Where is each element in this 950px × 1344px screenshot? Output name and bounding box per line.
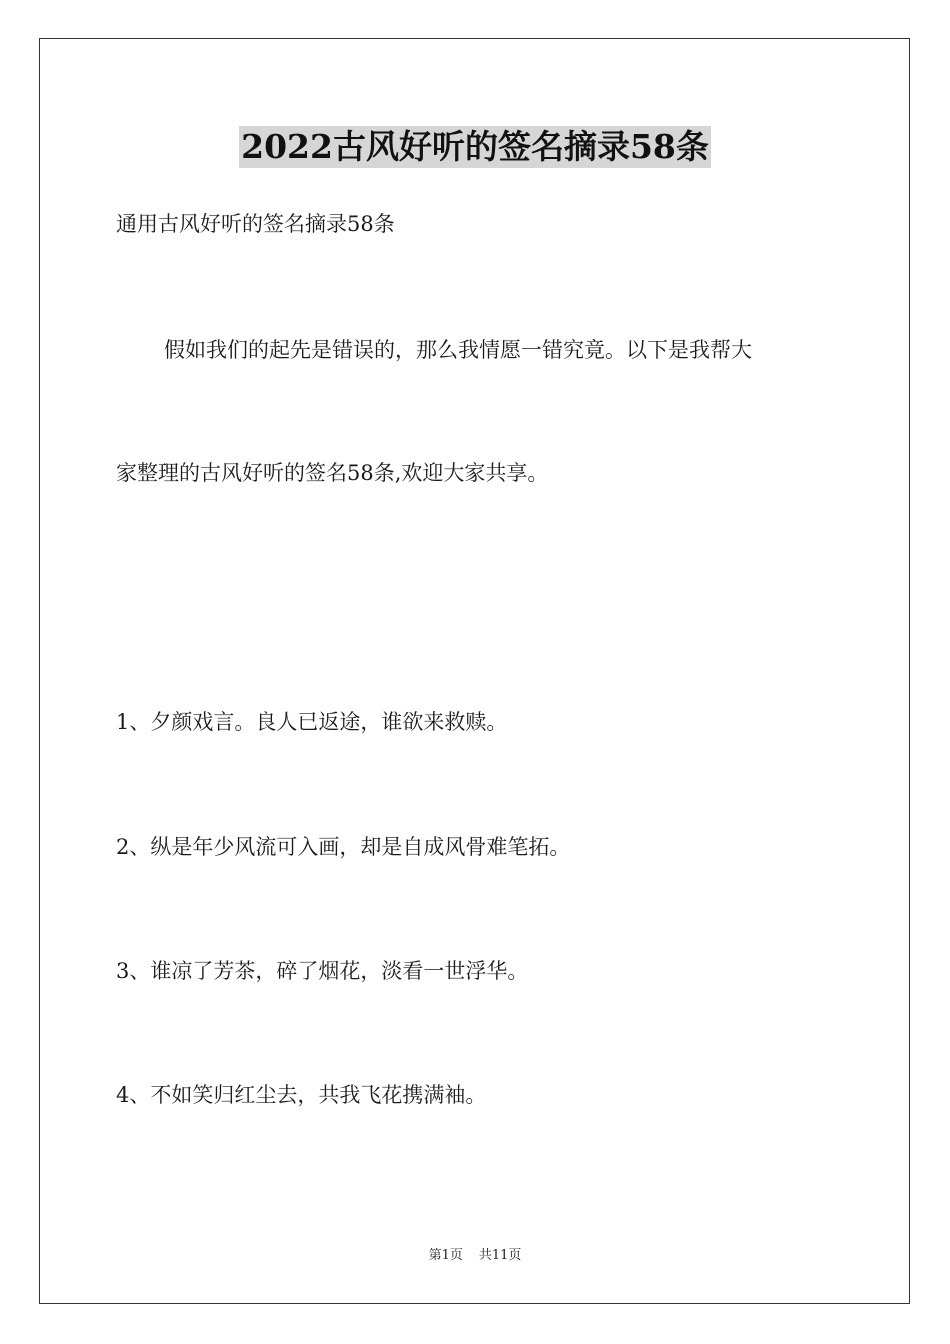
- title-container: [0, 126, 950, 168]
- page-number: 第1页: [428, 1248, 463, 1263]
- intro-paragraph-line-2: 家整理的古风好听的签名58条,欢迎大家共享。: [116, 461, 549, 485]
- intro-paragraph-line-1: 假如我们的起先是错误的，那么我情愿一错究竟。以下是我帮大: [164, 338, 752, 362]
- list-item: 1、夕颜戏言。良人已返途，谁欲来救赎。: [116, 710, 508, 734]
- page-count: 共11页: [478, 1248, 522, 1263]
- page-footer: [0, 1247, 950, 1265]
- list-item: 3、谁凉了芳茶，碎了烟花，淡看一世浮华。: [116, 959, 529, 983]
- list-item: 2、纵是年少风流可入画，却是自成风骨难笔拓。: [116, 835, 571, 859]
- document-subtitle: 通用古风好听的签名摘录58条: [116, 212, 395, 236]
- document-title: 2022古风好听的签名摘录58条: [241, 127, 709, 166]
- list-item: 4、不如笑归红尘去，共我飞花携满袖。: [116, 1083, 487, 1107]
